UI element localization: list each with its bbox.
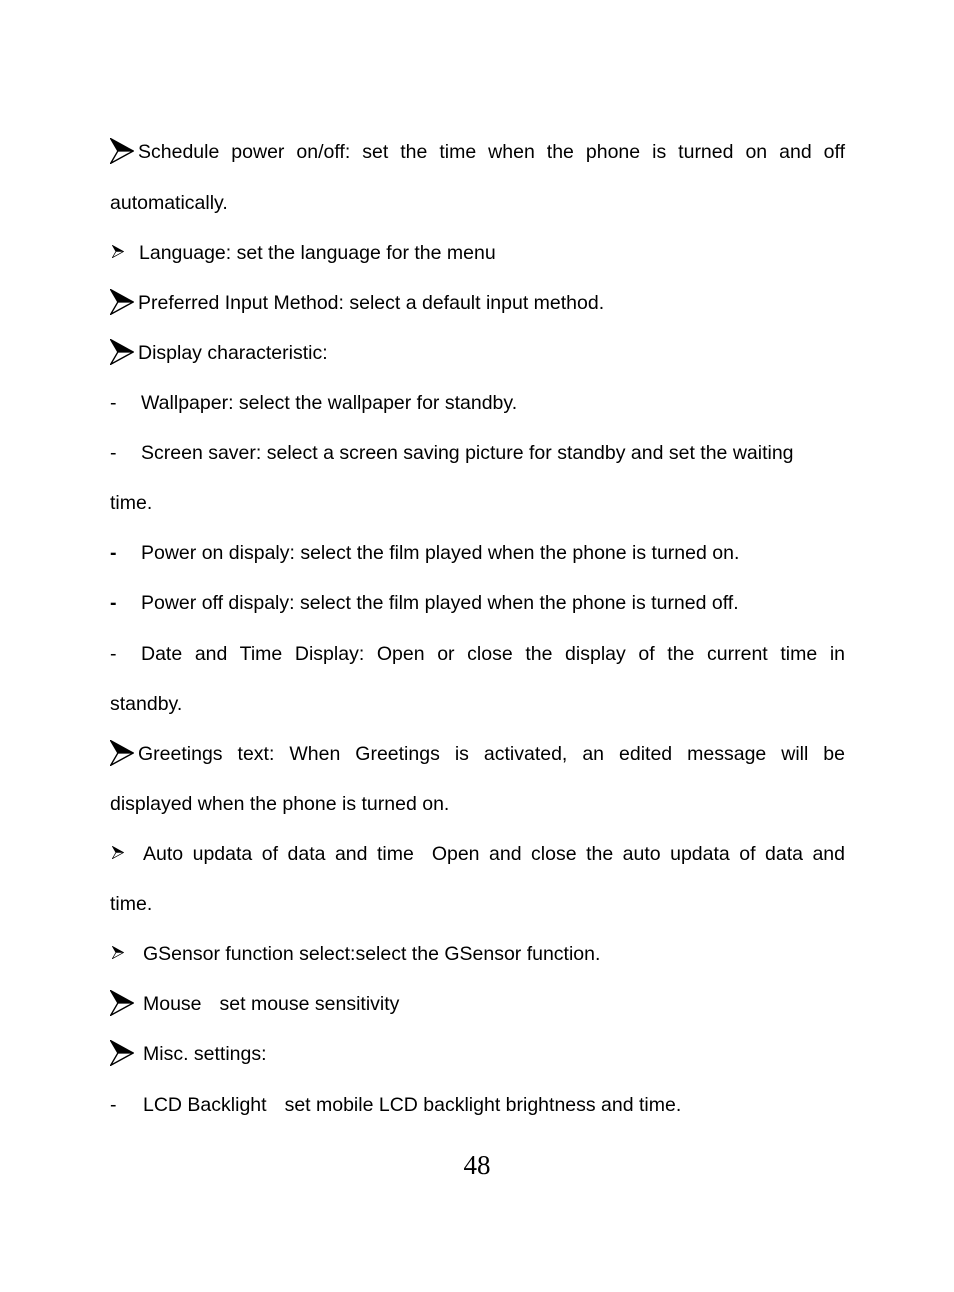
item-misc — [110, 1039, 845, 1069]
item-text: Misc. settings: — [143, 1043, 267, 1065]
item-continuation: time. — [110, 492, 153, 514]
item-schedule-power — [110, 137, 845, 167]
arrow-bullet-icon — [112, 946, 124, 959]
item-text: Language: set the language for the menu — [139, 242, 496, 264]
arrow-bullet-icon — [110, 990, 134, 1016]
item-continuation: displayed when the phone is turned on. — [110, 793, 450, 815]
item-text: Display characteristic: — [138, 342, 328, 364]
item-text: Power on dispaly: select the film played when the phone is turned on. — [141, 542, 740, 564]
subitem-screen-saver — [110, 438, 845, 468]
item-mouse — [110, 989, 845, 1019]
dash-bullet: - — [110, 592, 117, 614]
item-text: Power off dispaly: select the film played when the phone is turned off. — [141, 592, 739, 614]
item-continuation: time. — [110, 893, 153, 915]
item-text: Schedule power on/off: set the time when the phone is turned on and off — [138, 141, 845, 163]
item-label: LCD Backlight — [143, 1094, 267, 1116]
arrow-bullet-icon — [112, 846, 124, 859]
arrow-bullet-icon — [110, 289, 134, 315]
arrow-bullet-icon — [110, 138, 134, 164]
subitem-date-time — [110, 639, 845, 669]
dash-bullet: - — [110, 392, 117, 414]
subitem-power-off — [110, 588, 845, 618]
item-continuation: standby. — [110, 693, 183, 715]
item-gsensor — [110, 939, 845, 969]
arrow-bullet-icon — [112, 245, 124, 258]
item-text: set mouse sensitivity — [219, 993, 400, 1015]
item-text: Preferred Input Method: select a default input method. — [138, 292, 605, 314]
item-greetings — [110, 739, 845, 769]
item-text: Wallpaper: select the wallpaper for standby. — [141, 392, 518, 414]
arrow-bullet-icon — [110, 339, 134, 365]
item-auto-update — [110, 839, 845, 869]
subitem-power-on — [110, 538, 845, 568]
item-continuation: automatically. — [110, 192, 228, 214]
item-input-method — [110, 288, 845, 318]
subitem-lcd-backlight — [110, 1090, 845, 1120]
page-number: 48 — [463, 1150, 491, 1180]
item-label: Auto updata of data and time — [143, 843, 414, 865]
dash-bullet: - — [110, 1094, 117, 1116]
arrow-bullet-icon — [110, 740, 134, 766]
dash-bullet: - — [110, 442, 117, 464]
dash-bullet: - — [110, 643, 117, 665]
item-language — [110, 238, 845, 268]
item-text: Open and close the auto updata of data and — [431, 843, 845, 865]
dash-bullet: - — [110, 542, 117, 564]
arrow-bullet-icon — [110, 1040, 134, 1066]
item-text: Screen saver: select a screen saving picture for standby and set the waiting — [141, 442, 794, 464]
item-text: Greetings text: When Greetings is activated, an edited message will be — [138, 743, 845, 765]
item-display — [110, 338, 845, 368]
item-text: set mobile LCD backlight brightness and time. — [284, 1094, 682, 1116]
subitem-wallpaper — [110, 388, 845, 418]
item-text: GSensor function select:select the GSensor function. — [143, 943, 601, 965]
item-label: Mouse — [143, 993, 202, 1015]
item-text: Date and Time Display: Open or close the display of the current time in — [141, 643, 845, 665]
